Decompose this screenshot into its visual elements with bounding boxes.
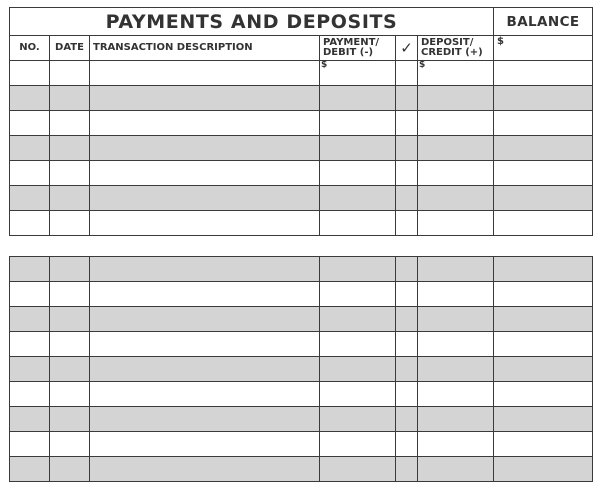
cell-no[interactable] [10, 211, 50, 236]
cell-no[interactable] [10, 357, 50, 382]
cell-no[interactable] [10, 161, 50, 186]
deposit-header-line-1: DEPOSIT/ [421, 37, 474, 48]
register-row [10, 161, 593, 186]
cell-date[interactable] [50, 307, 90, 332]
cell-check[interactable] [396, 282, 418, 307]
cell-description[interactable] [90, 357, 320, 382]
cell-no[interactable] [10, 307, 50, 332]
column-header-no: NO. [10, 36, 50, 61]
cell-description[interactable] [90, 136, 320, 161]
cell-date[interactable] [50, 407, 90, 432]
cell-balance[interactable] [494, 457, 593, 482]
cell-check[interactable] [396, 211, 418, 236]
cell-payment[interactable] [320, 86, 396, 111]
cell-description[interactable] [90, 382, 320, 407]
cell-description[interactable] [90, 186, 320, 211]
checkmark-icon: ✓ [396, 36, 418, 61]
cell-check[interactable] [396, 186, 418, 211]
cell-date[interactable] [50, 432, 90, 457]
register-row [10, 382, 593, 407]
cell-payment[interactable] [320, 257, 396, 282]
cell-payment[interactable] [320, 211, 396, 236]
cell-deposit[interactable] [418, 307, 494, 332]
balance-title: BALANCE [494, 8, 593, 36]
cell-description[interactable] [90, 307, 320, 332]
cell-no[interactable] [10, 257, 50, 282]
cell-deposit[interactable] [418, 111, 494, 136]
register-row [10, 332, 593, 357]
cell-balance[interactable] [494, 332, 593, 357]
cell-check[interactable] [396, 357, 418, 382]
cell-date[interactable] [50, 161, 90, 186]
register-row [10, 211, 593, 236]
cell-description[interactable] [90, 457, 320, 482]
payment-header-line-1: PAYMENT/ [323, 37, 380, 48]
cell-description[interactable] [90, 211, 320, 236]
cell-date[interactable] [50, 186, 90, 211]
cell-date[interactable] [50, 357, 90, 382]
cell-deposit[interactable] [418, 357, 494, 382]
cell-date[interactable] [50, 282, 90, 307]
register-row [10, 282, 593, 307]
cell-date[interactable] [50, 86, 90, 111]
cell-balance[interactable] [494, 161, 593, 186]
cell-check[interactable] [396, 332, 418, 357]
column-header-payment [320, 36, 396, 61]
cell-description[interactable] [90, 86, 320, 111]
balance-currency-symbol: $ [494, 36, 593, 61]
cell-payment[interactable] [320, 307, 396, 332]
column-header-deposit [418, 36, 494, 61]
cell-payment[interactable] [320, 186, 396, 211]
cell-balance[interactable] [494, 111, 593, 136]
register-title: PAYMENTS AND DEPOSITS [10, 8, 494, 36]
cell-description[interactable] [90, 111, 320, 136]
cell-date[interactable] [50, 382, 90, 407]
cell-check[interactable] [396, 307, 418, 332]
cell-check[interactable] [396, 432, 418, 457]
cell-payment[interactable] [320, 61, 396, 86]
cell-deposit[interactable] [418, 61, 494, 86]
cell-payment[interactable] [320, 136, 396, 161]
cell-payment[interactable] [320, 382, 396, 407]
cell-check[interactable] [396, 86, 418, 111]
cell-date[interactable] [50, 332, 90, 357]
register-row [10, 457, 593, 482]
register-row [10, 432, 593, 457]
cell-description[interactable] [90, 332, 320, 357]
cell-no[interactable] [10, 332, 50, 357]
cell-date[interactable] [50, 257, 90, 282]
cell-deposit[interactable] [418, 457, 494, 482]
cell-check[interactable] [396, 457, 418, 482]
cell-payment[interactable] [320, 161, 396, 186]
cell-deposit[interactable] [418, 186, 494, 211]
cell-deposit[interactable] [418, 407, 494, 432]
cell-deposit[interactable] [418, 432, 494, 457]
cell-no[interactable] [10, 282, 50, 307]
cell-balance[interactable] [494, 382, 593, 407]
deposit-header-line-2: CREDIT (+) [421, 47, 483, 58]
cell-balance[interactable] [494, 257, 593, 282]
cell-description[interactable] [90, 432, 320, 457]
cell-deposit[interactable] [418, 282, 494, 307]
cell-balance[interactable] [494, 61, 593, 86]
cell-payment[interactable] [320, 332, 396, 357]
cell-balance[interactable] [494, 407, 593, 432]
cell-no[interactable] [10, 432, 50, 457]
cell-date[interactable] [50, 136, 90, 161]
cell-payment[interactable] [320, 111, 396, 136]
register-row [10, 357, 593, 382]
cell-no[interactable] [10, 61, 50, 86]
cell-deposit[interactable] [418, 86, 494, 111]
cell-deposit[interactable] [418, 257, 494, 282]
cell-deposit[interactable] [418, 382, 494, 407]
register-row [10, 111, 593, 136]
cell-date[interactable] [50, 457, 90, 482]
register-row [10, 136, 593, 161]
register-row [10, 407, 593, 432]
cell-date[interactable] [50, 111, 90, 136]
cell-description[interactable] [90, 282, 320, 307]
cell-no[interactable] [10, 186, 50, 211]
cell-check[interactable] [396, 111, 418, 136]
cell-payment[interactable] [320, 282, 396, 307]
cell-no[interactable] [10, 111, 50, 136]
cell-check[interactable] [396, 382, 418, 407]
register-row [10, 61, 593, 86]
cell-balance[interactable] [494, 282, 593, 307]
cell-balance[interactable] [494, 86, 593, 111]
cell-no[interactable] [10, 86, 50, 111]
register-row [10, 186, 593, 211]
cell-balance[interactable] [494, 357, 593, 382]
payment-header-line-2: DEBIT (-) [323, 47, 374, 58]
cell-balance[interactable] [494, 211, 593, 236]
cell-deposit[interactable] [418, 332, 494, 357]
register-row [10, 257, 593, 282]
cell-balance[interactable] [494, 136, 593, 161]
cell-balance[interactable] [494, 307, 593, 332]
cell-no[interactable] [10, 382, 50, 407]
cell-check[interactable] [396, 61, 418, 86]
cell-check[interactable] [396, 257, 418, 282]
cell-payment[interactable] [320, 432, 396, 457]
cell-no[interactable] [10, 457, 50, 482]
column-header-date: DATE [50, 36, 90, 61]
cell-description[interactable] [90, 257, 320, 282]
deposit-currency-symbol: $ [419, 60, 426, 70]
cell-description[interactable] [90, 161, 320, 186]
cell-description[interactable] [90, 407, 320, 432]
register-table-bottom [9, 256, 593, 482]
cell-description[interactable] [90, 61, 320, 86]
cell-balance[interactable] [494, 186, 593, 211]
cell-check[interactable] [396, 161, 418, 186]
cell-deposit[interactable] [418, 211, 494, 236]
column-header-description: TRANSACTION DESCRIPTION [90, 36, 320, 61]
register-row [10, 307, 593, 332]
cell-check[interactable] [396, 407, 418, 432]
cell-no[interactable] [10, 136, 50, 161]
cell-check[interactable] [396, 136, 418, 161]
cell-no[interactable] [10, 407, 50, 432]
register-row [10, 86, 593, 111]
cell-deposit[interactable] [418, 161, 494, 186]
cell-payment[interactable] [320, 407, 396, 432]
cell-date[interactable] [50, 61, 90, 86]
register-table-top [9, 7, 593, 236]
cell-payment[interactable] [320, 357, 396, 382]
cell-date[interactable] [50, 211, 90, 236]
cell-payment[interactable] [320, 457, 396, 482]
cell-deposit[interactable] [418, 136, 494, 161]
cell-balance[interactable] [494, 432, 593, 457]
payment-currency-symbol: $ [321, 60, 328, 70]
